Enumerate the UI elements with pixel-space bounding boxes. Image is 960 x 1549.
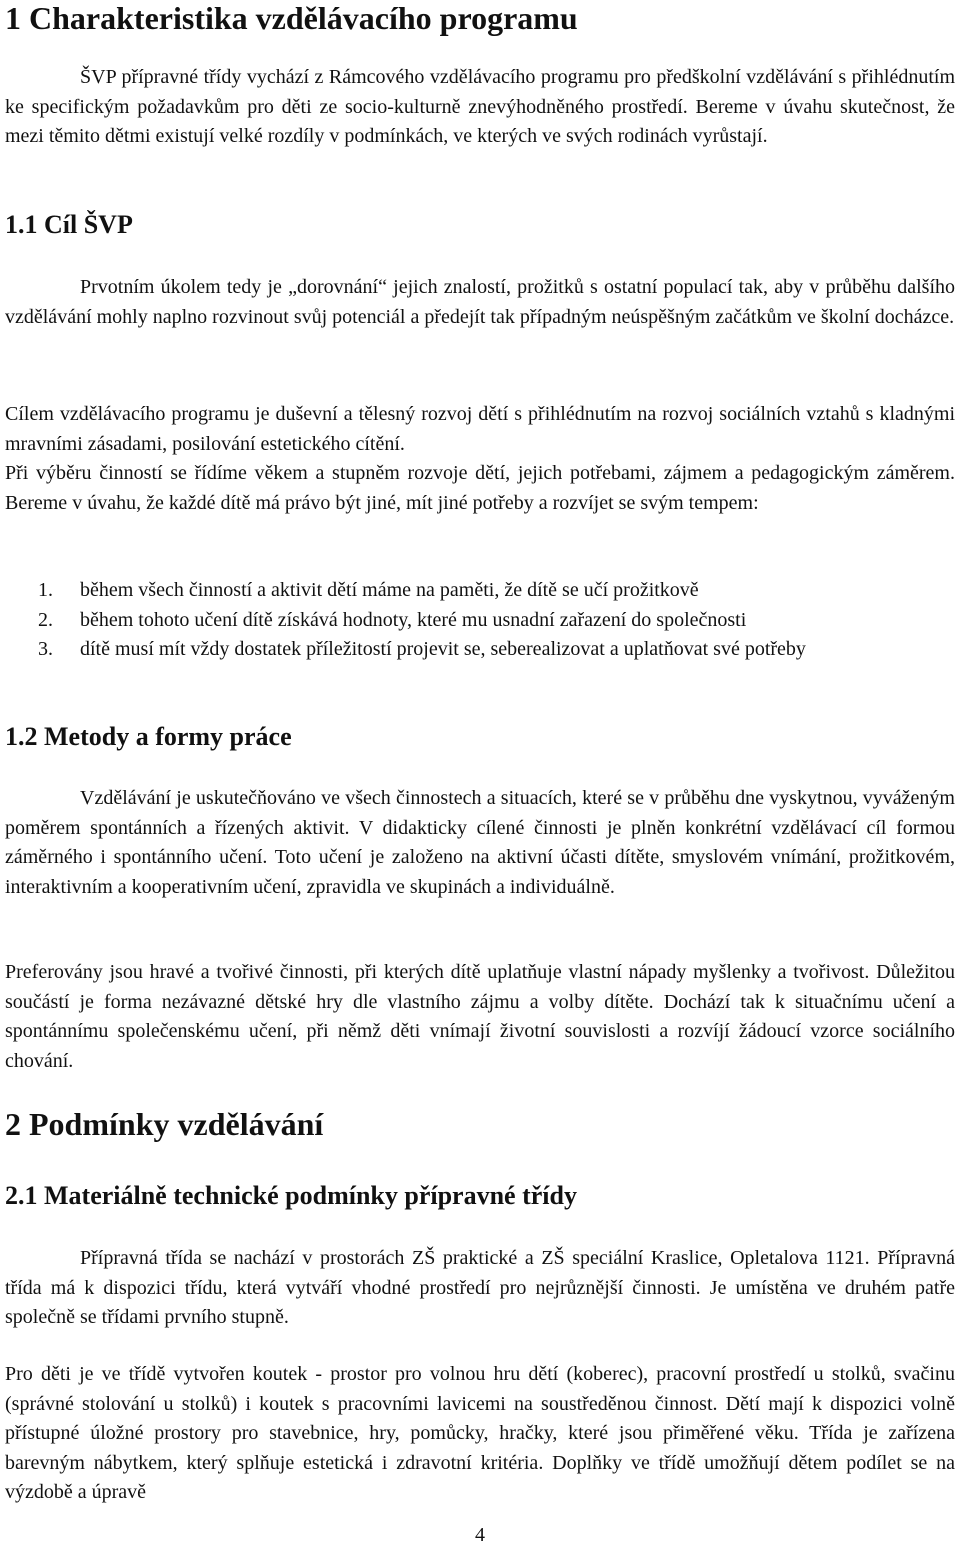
goals-list	[5, 576, 955, 665]
heading-section-1: 1 Charakteristika vzdělávacího programu	[5, 0, 578, 36]
list-item-text: dítě musí mít vždy dostatek příležitostí projevit se, seberealizovat a uplatňovat své potřeby	[80, 638, 806, 660]
heading-section-1-2: 1.2 Metody a formy práce	[5, 722, 292, 751]
list-item	[5, 635, 955, 665]
paragraph-s1-1-p2: Cílem vzdělávacího programu je duševní a tělesný rozvoj dětí s přihlédnutím na rozvoj sociálních vztahů s kladnými mravními zásadami, posilování estetického cítění.	[5, 403, 955, 455]
paragraph-s1-intro: ŠVP přípravné třídy vychází z Rámcového vzdělávacího programu pro předškolní vzdělávání s přihlédnutím ke specifickým požadavkům pro děti ze socio-kulturně znevýhodněného prostředí. Bereme v úvahu skutečnost, že mezi těmito dětmi existují velké rozdíly v podmínkách, ve kterých ve svých rodinách vyrůstají.	[5, 66, 955, 147]
paragraph-s1-2-p1: Vzdělávání je uskutečňováno ve všech činnostech a situacích, které se v průběhu dne vyskytnou, vyváženým poměrem spontánních a řízených aktivit. V didakticky cílené činnosti je plněn konkrétní vzdělávací cíl formou záměrného i spontánního učení. Toto učení je založeno na aktivní účasti dítěte, smyslovém vnímání, prožitkovém, interaktivním a kooperativním učení, zpravidla ve skupinách a individuálně.	[5, 787, 955, 898]
paragraph-s2-1-p2: Pro děti je ve třídě vytvořen koutek - prostor pro volnou hru dětí (koberec), pracovní prostředí u stolků, svačinu (správné stolování u stolků) i koutek s pracovními lavicemi na soustředěnou činnost. Dětí mají k dispozici volně přístupné úložné prostory pro stavebnice, hry, pomůcky, hračky, které jsou přiměřené věku. Třída je zařízena barevným nábytkem, který splňuje estetická i zdravotní kritéria. Doplňky ve třídě umožňují dětem podílet se na výzdobě a úpravě	[5, 1363, 955, 1503]
page-number: 4	[475, 1524, 485, 1546]
heading-section-1-1: 1.1 Cíl ŠVP	[5, 210, 133, 239]
list-item	[5, 576, 955, 606]
list-item-number: 2.	[38, 608, 53, 631]
list-item	[5, 606, 955, 636]
paragraph-s1-1-p1: Prvotním úkolem tedy je „dorovnání“ jejich znalostí, prožitků s ostatní populací tak, aby v průběhu dalšího vzdělávání mohly naplno rozvinout svůj potenciál a předejít tak případným neúspěšným začátkům ve školní docházce.	[5, 276, 955, 328]
list-item-number: 1.	[38, 579, 53, 601]
heading-section-2: 2 Podmínky vzdělávání	[5, 1106, 324, 1142]
list-item-text: během všech činností a aktivit dětí máme na paměti, že dítě se učí prožitkově	[80, 579, 699, 601]
list-item-number: 3.	[38, 638, 53, 660]
heading-section-2-1: 2.1 Materiálně technické podmínky přípravné třídy	[5, 1181, 577, 1210]
paragraph-s1-2-p2: Preferovány jsou hravé a tvořivé činnosti, při kterých dítě uplatňuje vlastní nápady myšlenky a tvořivost. Důležitou součástí je forma nezávazné dětské hry dle vlastního zájmu a volby dítěte. Dochází tak k situačnímu učení a spontánnímu společenskému učení, při němž děti vnímají životní souvislosti a rozvíjí žádoucí vzorce sociálního chování.	[5, 961, 955, 1072]
paragraph-s1-1-p3: Při výběru činností se řídíme věkem a stupněm rozvoje dětí, jejich potřebami, zájmem a pedagogickým záměrem. Bereme v úvahu, že každé dítě má právo být jiné, mít jiné potřeby a rozvíjet se svým tempem:	[5, 462, 955, 514]
list-item-text: během tohoto učení dítě získává hodnoty, které mu usnadní zařazení do společnosti	[80, 608, 747, 631]
paragraph-s2-1-p1: Přípravná třída se nachází v prostorách ZŠ praktické a ZŠ speciální Kraslice, Opletalova 1121. Přípravná třída má k dispozici třídu, která vytváří vhodné prostředí pro nejrůznější činnosti. Je umístěna ve druhém patře společně se třídami prvního stupně.	[5, 1247, 955, 1328]
